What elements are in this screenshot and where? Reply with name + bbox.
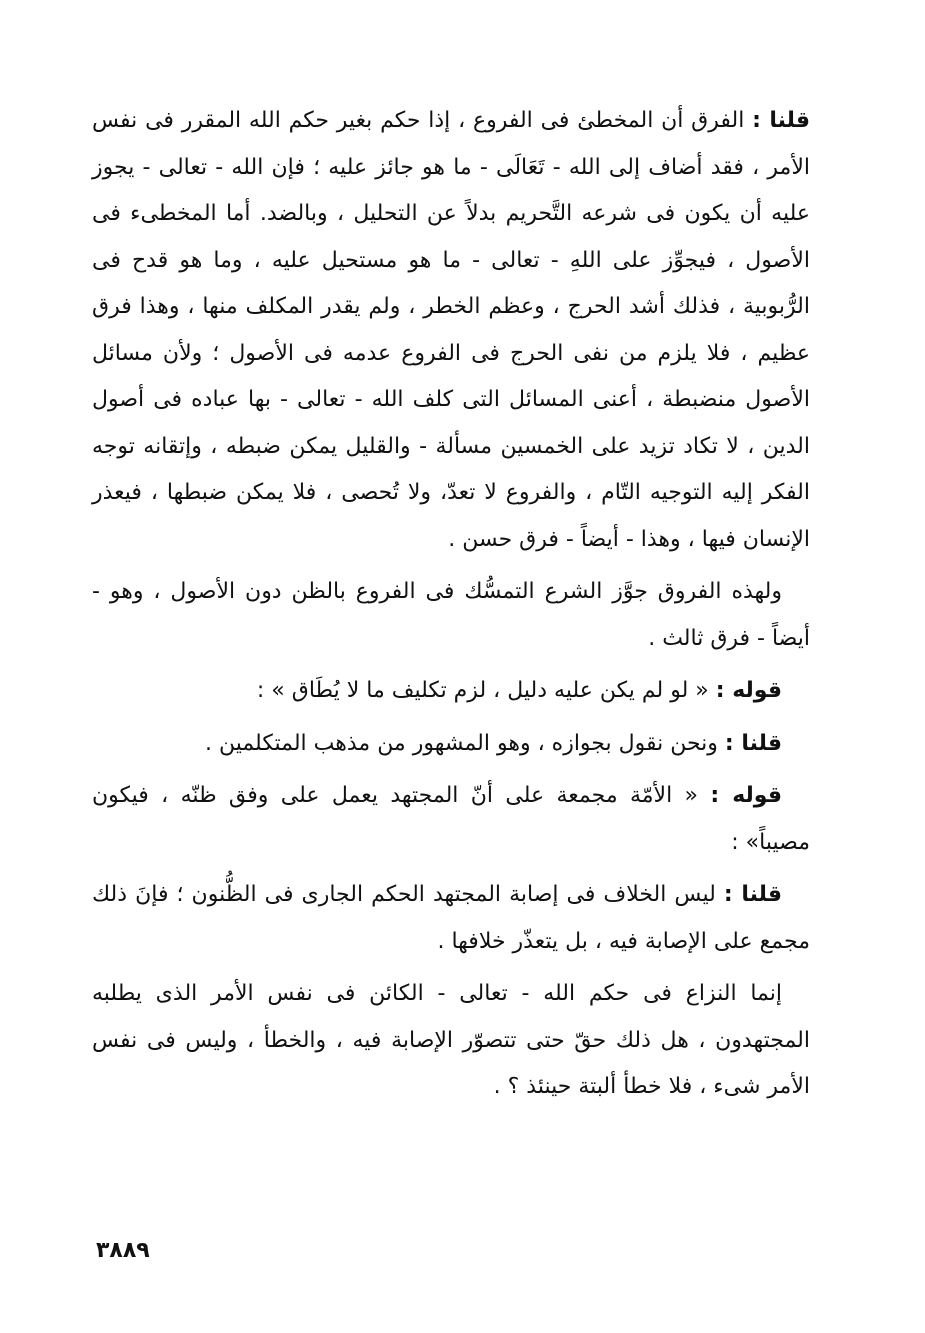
paragraph-lead: قوله :: [715, 678, 782, 703]
paragraph-lead: قوله :: [710, 783, 782, 808]
paragraph-text: ولهذه الفروق جوَّز الشرع التمسُّك فى الفروع بالظن دون الأصول ، وهو - أيضاً - فرق ثالث .: [92, 579, 810, 651]
paragraph-7: [92, 971, 810, 1111]
paragraph-text: ونحن نقول بجوازه ، وهو المشهور من مذهب المتكلمين .: [204, 730, 725, 756]
paragraph-text: الفرق أن المخطئ فى الفروع ، إذا حكم بغير حكم الله المقرر فى نفس الأمر ، فقد أضاف إلى الله - تَعَالَى - ما هو جائز عليه ؛ فإن الله - تعالى - يجوز عليه أن يكون فى شرعه التَّحريم بدلاً عن التحليل ، وبالضد. أما المخطىء فى الأصول ، فيجوِّز على اللهِ - تعالى - ما هو مستحيل عليه ، وما هو قدح فى الرُّبوبية ، فذلك أشد الحرج ، وعظم الخطر ، ولم يقدر المكلف منها ، وهذا فرق عظيم ، فلا يلزم من نفى الحرج فى الفروع عدمه فى الأصول ؛ ولأن مسائل الأصول منضبطة ، أعنى المسائل التى كلف الله - تعالى - بها عباده فى أصول الدين ، لا تكاد تزيد على الخمسين مسألة - والقليل يمكن ضبطه ، وإتقانه توجه الفكر إليه التوجيه التّام ، والفروع لا تعدّ، ولا تُحصى ، فلا يمكن ضبطها ، فيعذر الإنسان فيها ، وهذا - أيضاً - فرق حسن .: [92, 108, 810, 552]
paragraph-text: « الأمّة مجمعة على أنّ المجتهد يعمل على وفق ظنّه ، فيكون مصيباً» :: [92, 783, 810, 855]
paragraph-text: « لو لم يكن عليه دليل ، لزم تكليف ما لا يُطَاق » :: [256, 678, 716, 703]
paragraph-lead: قلنا :: [723, 882, 782, 907]
paragraph-4: [92, 721, 810, 768]
paragraph-5: [92, 773, 810, 866]
page-number: ٣٨٨٩: [96, 1238, 150, 1263]
paragraph-6: [92, 872, 810, 965]
paragraph-text: إنما النزاع فى حكم الله - تعالى - الكائن فى نفس الأمر الذى يطلبه المجتهدون ، هل ذلك حقّ حتى تتصوّر الإصابة فيه ، والخطأ ، وليس فى نفس الأمر شىء ، فلا خطأ ألبتة حينئذ ؟ .: [92, 981, 810, 1099]
paragraph-1: [92, 98, 810, 563]
page-body: [92, 98, 810, 1111]
paragraph-lead: قلنا :: [724, 730, 782, 756]
paragraph-3: [92, 668, 810, 715]
paragraph-2: [92, 569, 810, 662]
paragraph-lead: قلنا :: [752, 108, 810, 133]
paragraph-text: ليس الخلاف فى إصابة المجتهد الحكم الجارى فى الظُّنون ؛ فإنَ ذلك مجمع على الإصابة فيه ، بل يتعذّر خلافها .: [92, 882, 810, 954]
